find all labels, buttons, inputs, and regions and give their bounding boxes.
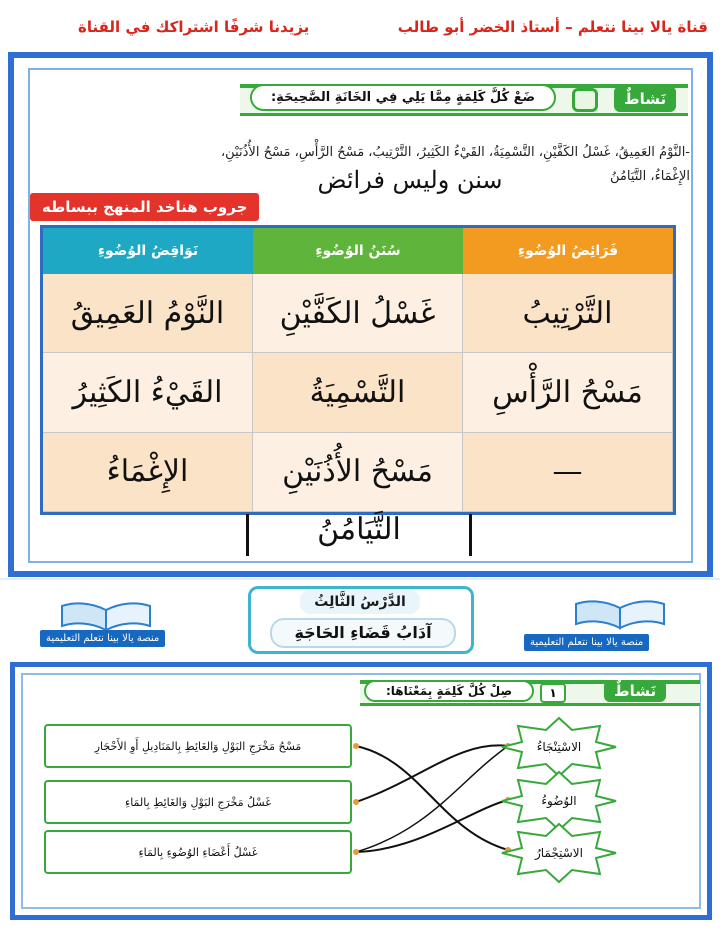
channel-title: قناة يالا بينا نتعلم – أستاذ الخضر أبو طالب (397, 18, 708, 36)
word-list-line2: الإِغْمَاءُ، التَّيَامُنُ (610, 169, 690, 184)
platform-badge-right: منصة يالا بينا نتعلم التعليمية (524, 634, 649, 651)
word-list-line1: -النَّوْمُ العَمِيقُ، غَسْلُ الكَفَّيْنِ، التَّسْمِيَةُ، القَيْءُ الكَثِيرُ، التَّرْتِيبُ، مَسْحُ الرَّأْسِ، مَسْحُ الأُذُنَيْنِ، (220, 145, 690, 160)
term-item[interactable]: الوُضُوءُ (541, 794, 577, 808)
meaning-box[interactable]: غَسْلُ مَخْرَجِ البَوْلِ وَالغَائِطِ بِالمَاءِ (44, 780, 352, 824)
activity2-number: ١ (540, 683, 566, 703)
handwritten-note: سنن وليس فرائض (317, 166, 503, 194)
group-ribbon: جروب هناخد المنهج ببساطه (30, 193, 259, 221)
platform-badge-left: منصة يالا بينا نتعلم التعليمية (40, 630, 165, 647)
table-header: نَوَاقِضُ الوُضُوءِ (43, 228, 253, 274)
checkbox-icon (572, 88, 598, 112)
table-header: فَرَائِضُ الوُضُوءِ (463, 228, 673, 274)
subscribe-note: يزيدنا شرفًا اشتراكك في القناة (78, 18, 310, 36)
table-cell: غَسْلُ الكَفَّيْنِ (253, 274, 463, 353)
table-cell: النَّوْمُ العَمِيقُ (43, 274, 253, 353)
table-cell: التَّسْمِيَةُ (253, 353, 463, 432)
book-icon (60, 596, 152, 634)
wudu-table (40, 225, 676, 515)
lesson-title: آدَابُ قَضَاءِ الحَاجَةِ (270, 618, 456, 648)
activity2-instruction: صِلْ كُلَّ كَلِمَةٍ بِمَعْنَاهَا: (364, 680, 534, 702)
meaning-box[interactable]: غَسْلُ أَعْضَاءِ الوُضُوءِ بِالمَاءِ (44, 830, 352, 874)
table-cell: مَسْحُ الرَّأْسِ (463, 353, 673, 432)
table-cell: مَسْحُ الأُذُنَيْنِ (253, 433, 463, 512)
meaning-box[interactable]: مَسْحُ مَخْرَجِ البَوْلِ وَالغَائِطِ بِالمَنَادِيلِ أَوِ الأَحْجَارِ (44, 724, 352, 768)
activity1-instruction: ضَعْ كُلَّ كَلِمَةٍ مِمَّا يَلِي فِي الخَانَةِ الصَّحِيحَةِ: (250, 84, 556, 111)
table-header: سُنَنُ الوُضُوءِ (253, 228, 463, 274)
table-cell: القَيْءُ الكَثِيرُ (43, 353, 253, 432)
activity1-badge: نَشاطٌ (614, 86, 676, 112)
extra-handwritten: التَّيَامُنُ (317, 512, 401, 547)
term-item[interactable]: الاسْتِجْمَارُ (535, 846, 583, 860)
book-icon (574, 594, 666, 632)
activity2-badge: نَشاطٌ (604, 680, 666, 702)
table-cell: — (463, 433, 673, 512)
table-cell: الإِغْمَاءُ (43, 433, 253, 512)
lesson-number: الدَّرْسُ الثَّالِثُ (300, 590, 420, 614)
divider (0, 578, 720, 580)
term-item[interactable]: الاسْتِنْجَاءُ (536, 740, 582, 754)
table-cell: التَّرْتِيبُ (463, 274, 673, 353)
